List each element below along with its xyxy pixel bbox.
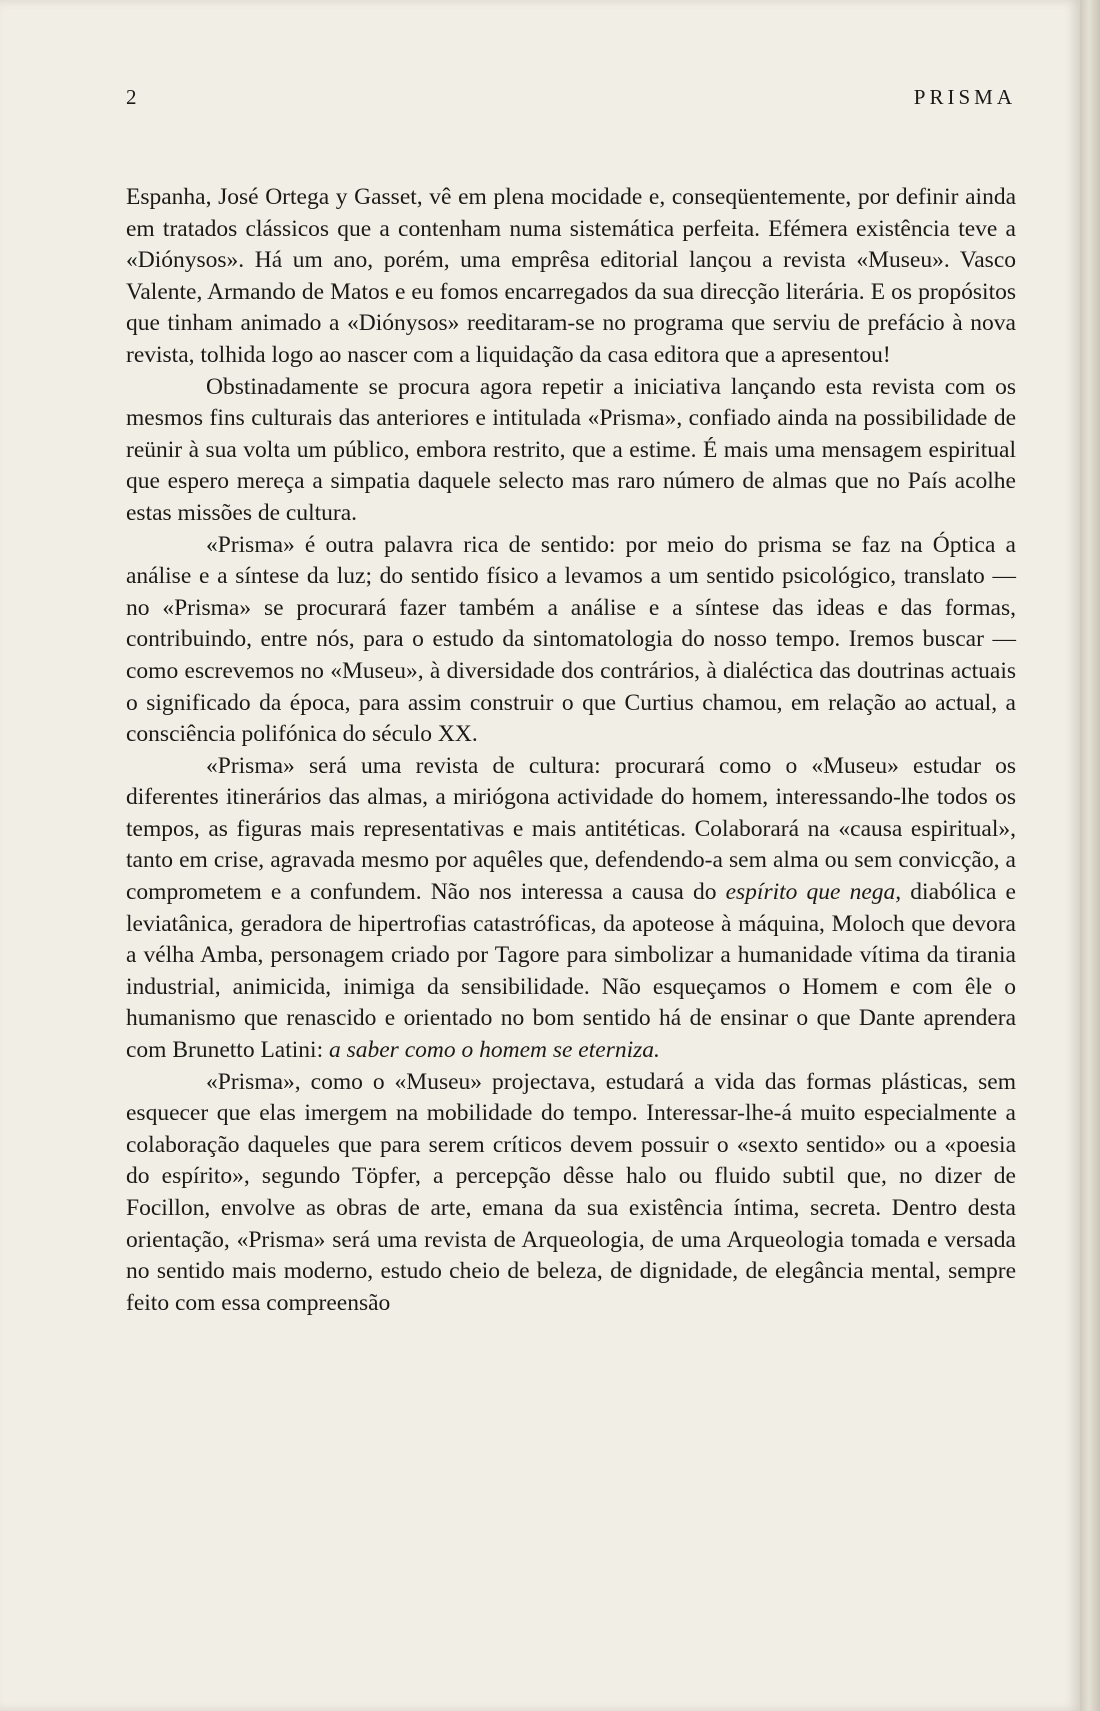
paragraph: «Prisma», como o «Museu» projectava, estudará a vida das formas plásticas, sem esquecer que elas imergem na mobilidade do tempo. Interessar-lhe-á muito especialmente a colaboração daqueles que para serem críticos devem possuir o «sexto sentido» ou a «poesia do espírito», segundo Töpfer, a percepção dêsse halo ou fluido subtil que, no dizer de Focillon, envolve as obras de arte, emana da sua existência íntima, secreta. Dentro desta orientação, «Prisma» será uma revista de Arqueologia, de uma Arqueologia tomada e versada no sentido mais moderno, estudo cheio de beleza, de dignidade, de elegância mental, sempre feito com essa compreensão bbox=[126, 1068, 1016, 1316]
paragraph-text: diabólica e leviatânica, geradora de hipertrofias catastróficas, da apoteose à máquina, Moloch que devora a vélha Amba, personagem criado por Tagore para simbolizar a humanidade vítima da tirania industrial, animicida, inimiga da sensibilidade. Não esqueçamos o Homem e com êle o humanismo que renascido e orientado no bom sentido há de ensinar o que Dante aprendera com Brunetto Latini: bbox=[126, 879, 1016, 1064]
page-edge bbox=[1080, 0, 1100, 1711]
paragraph-text: «Prisma» será uma revista de cultura: procurará como o «Museu» estudar os diferentes itinerários das almas, a miriógona actividade do homem, interessando-lhe todos os tempos, as figuras mais representativas e mais antitéticas. Colaborará na «causa espiritual», tanto em crise, agravada mesmo por aquêles que, defendendo-a sem alma ou sem convicção, a comprometem e a confundem. Não nos interessa a causa do bbox=[126, 752, 1016, 906]
running-head: PRISMA bbox=[913, 85, 1016, 109]
body-text bbox=[126, 182, 1016, 1319]
italic-phrase: a saber como o homem se eterniza. bbox=[328, 1037, 660, 1064]
paragraph: «Prisma» é outra palavra rica de sentido: por meio do prisma se faz na Óptica a análise e a síntese da luz; do sentido físico a levamos a um sentido psicológico, translato — no «Prisma» se procurará fazer também a análise e a síntese das ideas e das formas, contribuindo, entre nós, para o estudo da sintomatologia do nosso tempo. Iremos buscar — como escrevemos no «Museu», à diversidade dos contrários, à dialéctica das doutrinas actuais o significado da época, para assim construir o que Curtius chamou, em relação ao actual, a consciência polifónica do século XX. bbox=[126, 531, 1016, 748]
paragraph: Espanha, José Ortega y Gasset, vê em plena mocidade e, conseqüentemente, por definir ainda em tratados clássicos que a contenham numa sistemática perfeita. Efémera existência teve a «Diónysos». Há um ano, porém, uma emprêsa editorial lançou a revista «Museu». Vasco Valente, Armando de Matos e eu fomos encarregados da sua direcção literária. E os propósitos que tinham animado a «Diónysos» reeditaram-se no programa que serviu de prefácio à nova revista, tolhida logo ao nascer com a liquidação da casa editora que a apresentou! bbox=[126, 184, 1016, 368]
paragraph bbox=[126, 751, 1016, 1067]
paragraph: Obstinadamente se procura agora repetir a iniciativa lançando esta revista com os mesmos fins culturais das anteriores e intitulada «Prisma», confiado ainda na possibilidade de reünir à sua volta um público, embora restrito, que a estime. É mais uma mensagem espiritual que espero mereça a simpatia daquele selecto mas raro número de almas que no País acolhe estas missões de cultura. bbox=[126, 373, 1016, 526]
page-number: 2 bbox=[126, 85, 138, 109]
page-header bbox=[126, 85, 1016, 115]
italic-phrase: espírito que nega, bbox=[725, 879, 902, 906]
